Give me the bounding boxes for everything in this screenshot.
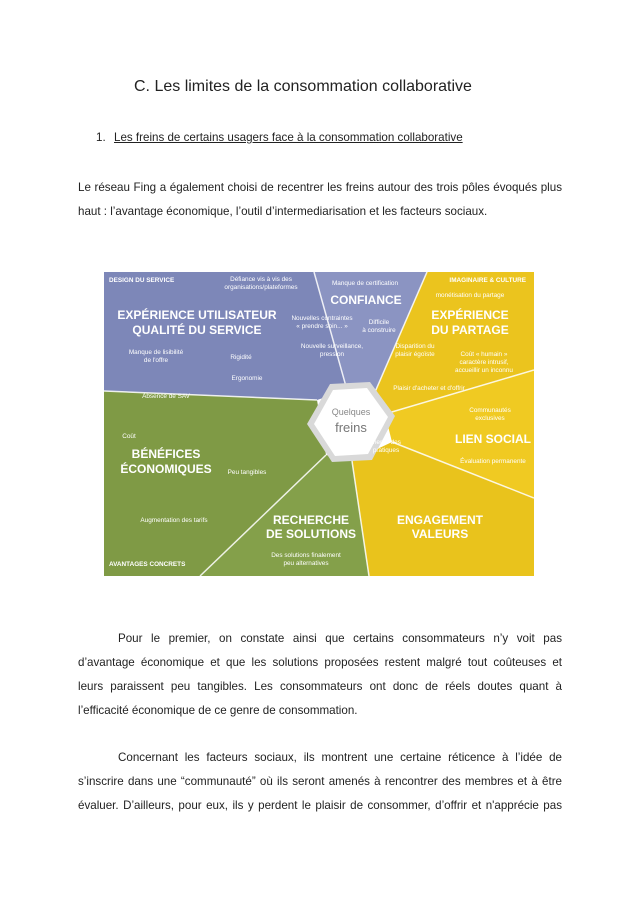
item-communautes-2: exclusives xyxy=(475,415,505,422)
para2-line-1: Concernant les facteurs sociaux, ils montrent une certaine réticence à l’idée de xyxy=(118,751,562,764)
item-cout: Coût xyxy=(122,433,136,440)
item-difficile-2: à construire xyxy=(362,327,396,334)
item-communautes-1: Communautés xyxy=(469,407,511,414)
item-peu-tangibles: Peu tangibles xyxy=(227,469,267,476)
item-lisibilite-2: de l'offre xyxy=(143,357,169,364)
item-cout-humain-3: accueillir un inconnu xyxy=(455,367,513,374)
intro-line-2: haut : l’avantage économique, l’outil d’intermediarisation et les facteurs sociaux. xyxy=(78,205,488,218)
subsection-heading xyxy=(96,131,463,144)
item-inertie-1: Inertie des xyxy=(371,439,401,446)
item-augmentation: Augmentation des tarifs xyxy=(140,517,208,524)
item-disparition-2: plaisir égoïste xyxy=(395,351,435,358)
intro-paragraph xyxy=(78,176,562,224)
intro-line-1: Le réseau Fing a également choisi de recentrer les freins autour des trois pôles évoqués plus xyxy=(78,181,562,194)
item-lisibilite-1: Manque de lisibilité xyxy=(128,349,184,356)
section-letter: C. xyxy=(134,78,150,95)
item-defiance-1: Défiance vis à vis des xyxy=(230,276,292,283)
title-lien-social: LIEN SOCIAL xyxy=(454,432,532,446)
title-recherche-2: DE SOLUTIONS xyxy=(265,527,357,541)
item-cout-humain-1: Coût « humain » xyxy=(460,351,508,358)
title-engagement-1: ENGAGEMENT xyxy=(396,513,484,527)
item-plaisir-acheter: Plaisir d'acheter et d'offrir xyxy=(393,385,465,392)
item-defiance-2: organisations/plateformes xyxy=(224,284,298,291)
title-benefices-2: ÉCONOMIQUES xyxy=(120,462,212,476)
item-surveillance-2: pression xyxy=(319,351,345,358)
item-monetisation: monétisation du partage xyxy=(435,292,505,299)
corner-design-du-service: DESIGN DU SERVICE xyxy=(109,277,175,284)
subsection-title: Les freins de certains usagers face à la consommation collaborative xyxy=(114,131,463,144)
title-experience-utilisateur-2: QUALITÉ DU SERVICE xyxy=(132,323,262,337)
para1-line-4: l’efficacité économique de ce genre de consommation. xyxy=(78,704,358,717)
item-disparition-1: Disparition du xyxy=(395,343,435,350)
item-difficile-1: Difficile xyxy=(368,319,390,326)
title-experience-partage-1: EXPÉRIENCE xyxy=(431,308,509,322)
item-evaluation: Évaluation permanente xyxy=(460,458,526,465)
item-rigidite: Rigidité xyxy=(230,354,252,361)
item-inertie-2: pratiques xyxy=(372,447,400,454)
section-title: Les limites de la consommation collaborative xyxy=(154,78,472,95)
diagram-svg xyxy=(104,272,534,576)
item-solutions-1: Des solutions finalement xyxy=(271,552,341,559)
para2-line-3: évaluer. D’ailleurs, pour eux, ils y perdent le plaisir de consommer, d’offrir et n'apprécie pas xyxy=(78,799,562,812)
corner-avantages-concrets: AVANTAGES CONCRETS xyxy=(109,561,186,568)
item-absence-sav: Absence de SAV xyxy=(142,393,190,400)
para2-line-2: s’inscrire dans une “communauté” où ils seront amenés à rencontrer des membres et à être xyxy=(78,775,562,788)
title-recherche-1: RECHERCHE xyxy=(272,513,350,527)
section-heading xyxy=(134,78,472,96)
paragraph-2 xyxy=(78,746,562,818)
center-label-1: Quelques xyxy=(331,407,371,417)
freins-diagram xyxy=(104,272,534,576)
center-label-2: freins xyxy=(335,420,367,435)
subsection-number: 1. xyxy=(96,131,106,144)
title-experience-partage-2: DU PARTAGE xyxy=(431,323,509,337)
para1-line-1: Pour le premier, on constate ainsi que certains consommateurs n’y voit pas xyxy=(118,632,562,645)
paragraph-1 xyxy=(78,627,562,723)
title-benefices-1: BÉNÉFICES xyxy=(131,447,201,461)
item-ergonomie: Ergonomie xyxy=(231,375,263,382)
item-solutions-2: peu alternatives xyxy=(283,560,329,567)
para1-line-3: leurs paraissent peu tangibles. Les consommateurs ont donc de réels doutes quant à xyxy=(78,680,562,693)
title-confiance: CONFIANCE xyxy=(330,293,402,307)
title-experience-utilisateur-1: EXPÉRIENCE UTILISATEUR xyxy=(117,308,277,322)
item-cout-humain-2: caractère intrusif, xyxy=(459,359,509,366)
title-engagement-2: VALEURS xyxy=(411,527,469,541)
corner-imaginaire-culture: IMAGINAIRE & CULTURE xyxy=(449,277,526,284)
item-certification: Manque de certification xyxy=(331,280,399,287)
para1-line-2: d’avantage économique et que les solutions proposées restent malgré tout coûteuses et xyxy=(78,656,562,669)
item-contraintes-2: « prendre soin... » xyxy=(296,323,348,330)
item-surveillance-1: Nouvelle surveillance, xyxy=(300,343,364,350)
item-contraintes-1: Nouvelles contraintes xyxy=(291,315,353,322)
